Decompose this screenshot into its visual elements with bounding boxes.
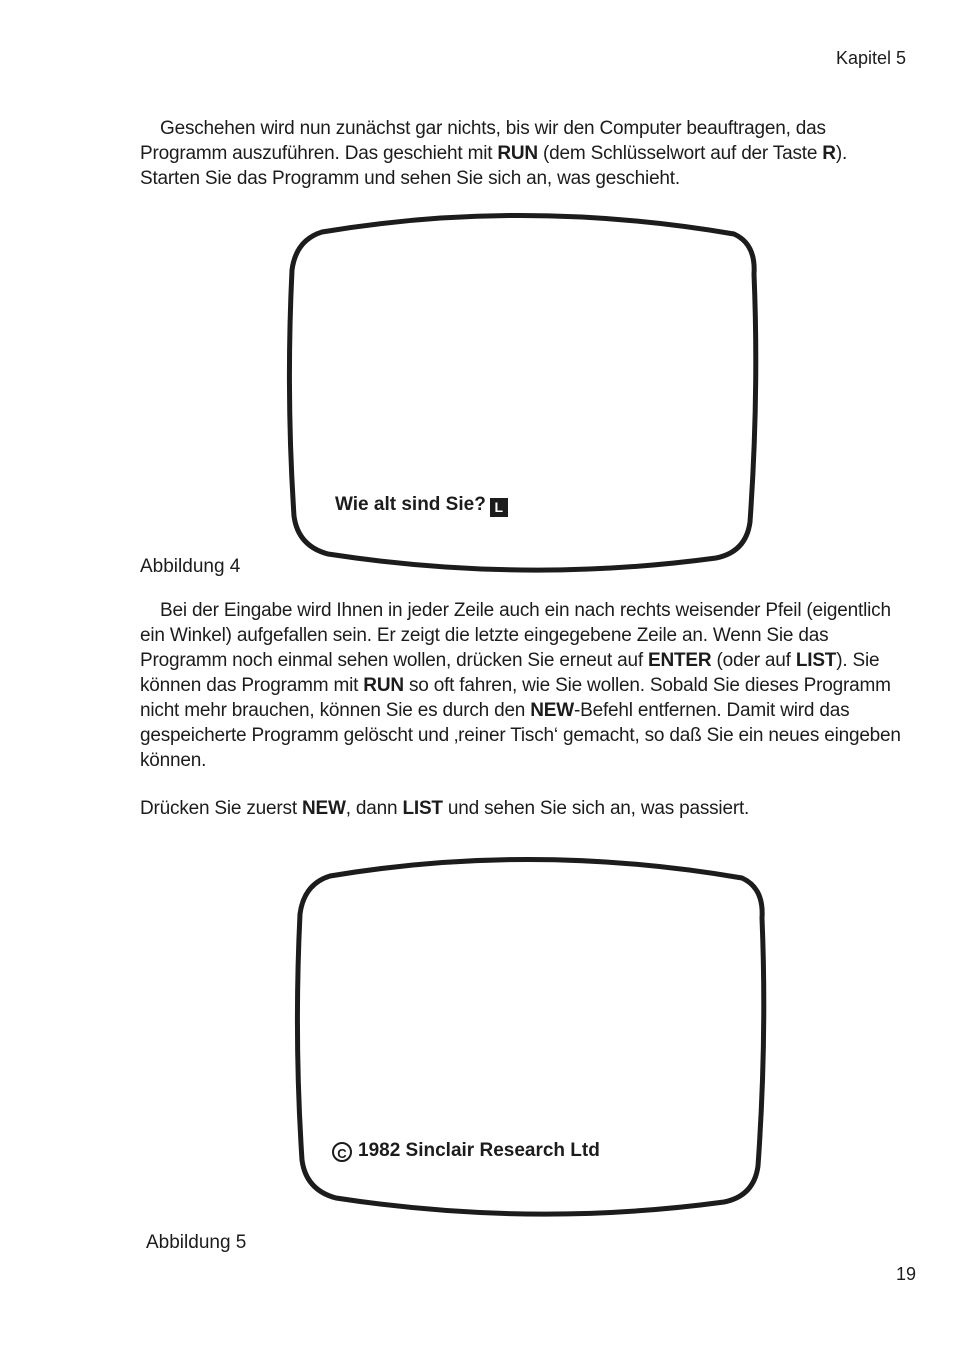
text: Bei der Eingabe wird Ihnen in jeder Zeile auch ein nach rechts weisender Pfeil (eigentlich ein Winkel) aufgefallen sein. Er zeigt die letzte eingegebene Zeile an. Wenn Sie das Programm noch einmal sehen wollen, drücken Sie erneut auf — [140, 600, 891, 671]
text: (dem Schlüsselwort auf der Taste — [537, 143, 823, 164]
figure-5-caption: Abbildung 5 — [146, 1232, 247, 1253]
keyword-enter: ENTER — [648, 650, 712, 671]
text: Drücken Sie zuerst — [140, 798, 302, 819]
keyword-run: RUN — [363, 675, 404, 696]
keyword-list: LIST — [402, 798, 443, 819]
screen-copyright — [332, 1140, 600, 1162]
text: , dann — [345, 798, 403, 819]
text: ). Sie können das Programm mit — [140, 650, 880, 696]
paragraph-new-list — [140, 796, 910, 821]
paragraph-run-intro — [140, 116, 910, 191]
tv-screen-figure-4 — [284, 204, 774, 584]
keyword-run: RUN — [497, 143, 538, 164]
key-r: R — [822, 143, 836, 164]
text: und sehen Sie sich an, was passiert. — [442, 798, 750, 819]
figure-4-caption: Abbildung 4 — [140, 556, 241, 577]
keyword-new: NEW — [530, 700, 574, 721]
text: so oft fahren, wie Sie wollen. Sobald Sie dieses Programm nicht mehr brauchen, können Sie es durch den — [140, 675, 891, 721]
copyright-icon: C — [332, 1142, 352, 1162]
page-number: 19 — [895, 1264, 916, 1284]
text: ). Starten Sie das Programm und sehen Sie sich an, was geschieht. — [140, 143, 848, 189]
keyword-list: LIST — [795, 650, 837, 671]
copyright-text: 1982 Sinclair Research Ltd — [358, 1140, 600, 1161]
cursor-l-icon: L — [490, 498, 508, 517]
prompt-text: Wie alt sind Sie? — [335, 494, 486, 515]
text: (oder auf — [711, 650, 796, 671]
text: -Befehl entfernen. Damit wird das gespeicherte Programm gelöscht und ‚reiner Tisch‘ gemacht, so daß Sie ein neues eingeben können. — [140, 700, 901, 771]
paragraph-enter-list — [140, 598, 910, 773]
tv-screen-figure-5 — [292, 848, 782, 1228]
tv-screen-outline — [284, 204, 774, 584]
chapter-header: Kapitel 5 — [835, 48, 906, 68]
screen-prompt — [335, 494, 508, 517]
text: Geschehen wird nun zunächst gar nichts, bis wir den Computer beauftragen, das Programm auszuführen. Das geschieht mit — [140, 118, 826, 164]
tv-screen-outline — [292, 848, 782, 1228]
keyword-new: NEW — [302, 798, 346, 819]
